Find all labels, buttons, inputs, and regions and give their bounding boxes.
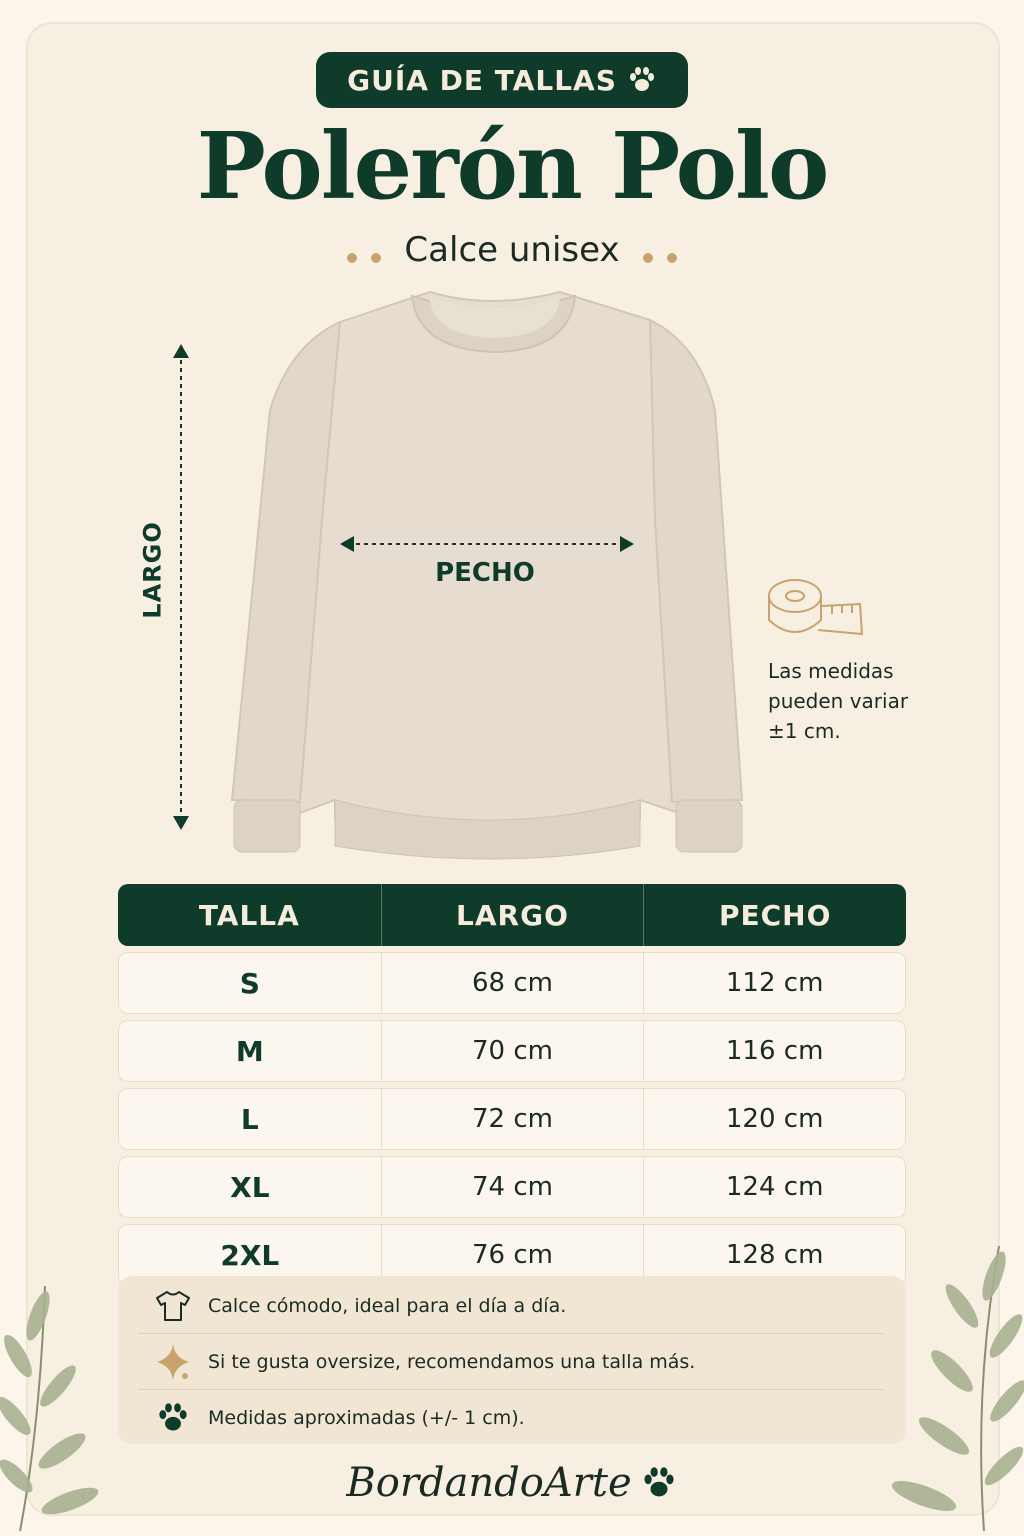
table-row <box>118 1156 906 1218</box>
tip-item <box>138 1334 884 1390</box>
size-cell: 2XL <box>118 1224 381 1286</box>
table-row <box>118 1088 906 1150</box>
sparkle-icon <box>138 1342 208 1382</box>
measure-note: Las medidas pueden variar ±1 cm. <box>768 659 909 743</box>
largo-label: LARGO <box>138 521 167 619</box>
paw-icon <box>640 1466 678 1500</box>
size-cell: S <box>118 952 381 1014</box>
pecho-label: PECHO <box>435 558 535 588</box>
largo-cell: 76 cm <box>381 1224 644 1286</box>
left-cuff <box>234 800 300 852</box>
header-largo: LARGO <box>381 884 644 946</box>
header-pecho: PECHO <box>643 884 906 946</box>
table-row <box>118 1020 906 1082</box>
pecho-cell: 116 cm <box>643 1020 906 1082</box>
table-row <box>118 952 906 1014</box>
largo-cell: 74 cm <box>381 1156 644 1218</box>
paw-icon <box>138 1402 208 1434</box>
badge-label: GUÍA DE TALLAS <box>347 63 617 97</box>
tip-item <box>138 1278 884 1334</box>
tip-text: Medidas aproximadas (+/- 1 cm). <box>208 1407 525 1429</box>
largo-cell: 70 cm <box>381 1020 644 1082</box>
pecho-cell: 112 cm <box>643 952 906 1014</box>
largo-arrow <box>173 344 189 830</box>
tape-measure-icon <box>769 580 862 634</box>
size-cell: XL <box>118 1156 381 1218</box>
tips-box <box>118 1276 906 1444</box>
header-talla: TALLA <box>118 884 381 946</box>
largo-cell: 68 cm <box>381 952 644 1014</box>
tshirt-icon <box>138 1289 208 1323</box>
tip-text: Si te gusta oversize, recomendamos una talla más. <box>208 1351 696 1373</box>
table-header-row <box>118 884 906 946</box>
size-cell: L <box>118 1088 381 1150</box>
brand-signature <box>0 1460 1024 1506</box>
brand-name: BordandoArte <box>346 1460 632 1506</box>
page-title: Polerón Polo <box>196 112 828 220</box>
pecho-cell: 124 cm <box>643 1156 906 1218</box>
size-table <box>118 878 906 1292</box>
tip-text: Calce cómodo, ideal para el día a día. <box>208 1295 567 1317</box>
pecho-cell: 128 cm <box>643 1224 906 1286</box>
subtitle-text: Calce unisex <box>404 230 620 270</box>
tip-item <box>138 1390 884 1446</box>
largo-cell: 72 cm <box>381 1088 644 1150</box>
pecho-cell: 120 cm <box>643 1088 906 1150</box>
right-cuff <box>676 800 742 852</box>
size-cell: M <box>118 1020 381 1082</box>
